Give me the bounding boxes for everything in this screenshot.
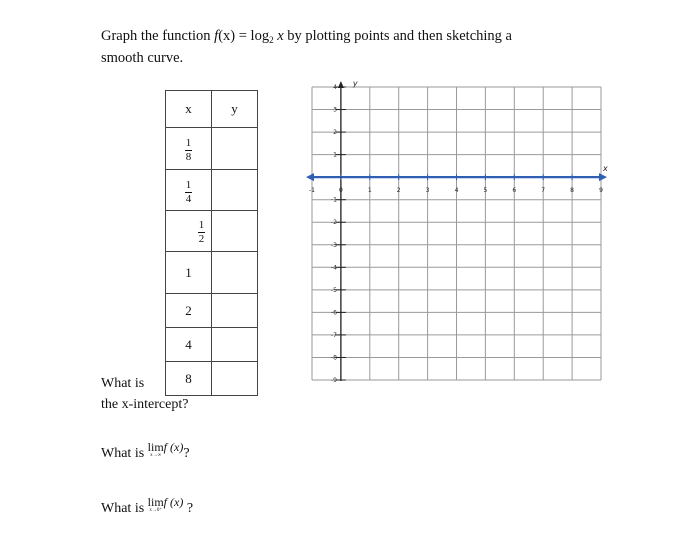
fraction: $\frac{1}{4}$ [185,178,192,205]
x-tick-label: 7 [541,187,546,195]
limit-notation: lim x→0⁺ [147,495,164,513]
x-tick-label: 8 [570,187,575,195]
y-tick-label: -2 [330,219,337,227]
table-row-x: 8 [166,362,212,396]
x-tick-label: 5 [483,187,488,195]
fraction: 1 2 [198,219,205,245]
x-tick-label: 4 [454,187,459,195]
y-tick-label: -4 [330,264,337,272]
limit-notation: lim x→∞ [147,440,164,458]
x-axis-arrow-left [306,173,314,181]
x-tick-label: 0 [338,187,343,195]
y-axis-label: y [352,79,358,88]
y-tick-label: 1 [333,151,337,159]
y-tick-label: -5 [330,286,337,294]
table-row-x: 2 [166,294,212,328]
x-tick-label: 1 [367,187,372,195]
table-row-x: 1 [166,252,212,294]
x-tick-label: 2 [396,187,401,195]
question-limit-infinity: What is lim x→∞ f (x)? [101,440,190,461]
y-tick-label: -3 [330,241,337,249]
question-limit-zero: What is lim x→0⁺ f (x) ? [101,495,194,516]
question-x-intercept: What is the x-intercept? [101,376,189,412]
x-tick-label: 9 [599,187,603,195]
x-column-header: x [166,91,212,128]
y-tick-label: -1 [330,196,337,204]
y-tick-label: 4 [333,84,337,91]
prompt-line-1: Graph the function $f(x) = \log_2 x$ by plotting points and then sketching a [101,28,512,45]
y-tick-label: -8 [330,354,337,362]
x-axis-label: x [603,164,608,174]
table-row-x: 4 [166,328,212,362]
y-tick-label: 2 [333,129,337,137]
y-tick-label: -7 [330,331,337,339]
tick-labels [309,79,608,384]
x-tick-label: -1 [309,187,315,195]
y-tick-label: 3 [333,106,337,114]
y-tick-label: -9 [330,377,337,384]
y-column-header: y [212,91,258,128]
x-tick-label: 3 [425,187,430,195]
x-tick-label: 6 [512,187,517,195]
x-axis-arrow-right [599,173,607,181]
grid-lines [312,87,601,380]
fraction: $\frac{1}{8}$ [185,137,192,163]
prompt-line-2: smooth curve. [101,50,184,66]
y-tick-label: -6 [330,309,337,317]
